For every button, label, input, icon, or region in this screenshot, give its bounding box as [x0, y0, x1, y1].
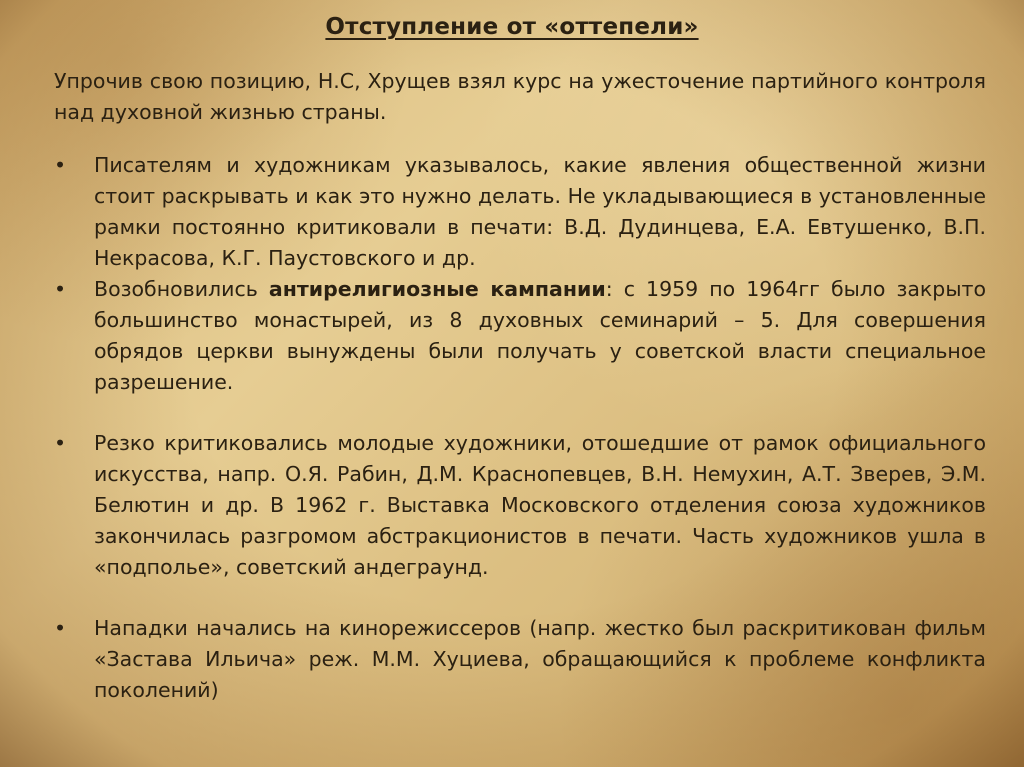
bullet-item-antireligious [54, 274, 986, 398]
bullet-dot-icon: • [54, 431, 67, 455]
slide-title: Отступление от «оттепели» [325, 14, 699, 40]
bullet-list [54, 150, 986, 706]
bullet-dot-icon: • [54, 616, 67, 640]
bullet-text: Нападки начались на кинорежиссеров (напр. жестко был раскритикован фильм «Застава Ильича» реж. М.М. Хуциева, обращающийся к проблеме конфликта поколений) [94, 616, 986, 702]
bullet-text-rest: : с 1959 по 1964гг было закрыто большинство монастырей, из 8 духовных семинарий – 5. Для совершения обрядов церкви вынуждены были получать у советской власти специальное разрешение. [94, 277, 986, 394]
slide-content [54, 66, 986, 706]
bullet-item-film-directors [54, 613, 986, 706]
bullet-dot-icon: • [54, 153, 67, 177]
bullet-text-bold: антирелигиозные кампании [268, 277, 606, 301]
bullet-item-writers [54, 150, 986, 274]
bullet-dot-icon: • [54, 277, 67, 301]
bullet-text: Писателям и художникам указывалось, какие явления общественной жизни стоит раскрывать и как это нужно делать. Не укладывающиеся в установленные рамки постоянно критиковали в печати: В.Д. Дудинцева, Е.А. Евтушенко, В.П. Некрасова, К.Г. Паустовского и др. [94, 153, 986, 270]
bullet-text-lead: Возобновились [94, 277, 269, 301]
intro-paragraph: Упрочив свою позицию, Н.С, Хрущев взял курс на ужесточение партийного контроля над духовной жизнью страны. [54, 69, 986, 124]
bullet-item-artists [54, 428, 986, 583]
bullet-text: Резко критиковались молодые художники, отошедшие от рамок официального искусства, напр. О.Я. Рабин, Д.М. Краснопевцев, В.Н. Немухин, А.Т. Зверев, Э.М. Белютин и др. В 1962 г. Выставка Московского отделения союза художников закончилась разгромом абстракционистов в печати. Часть художников ушла в «подполье», советский андеграунд. [94, 431, 986, 579]
